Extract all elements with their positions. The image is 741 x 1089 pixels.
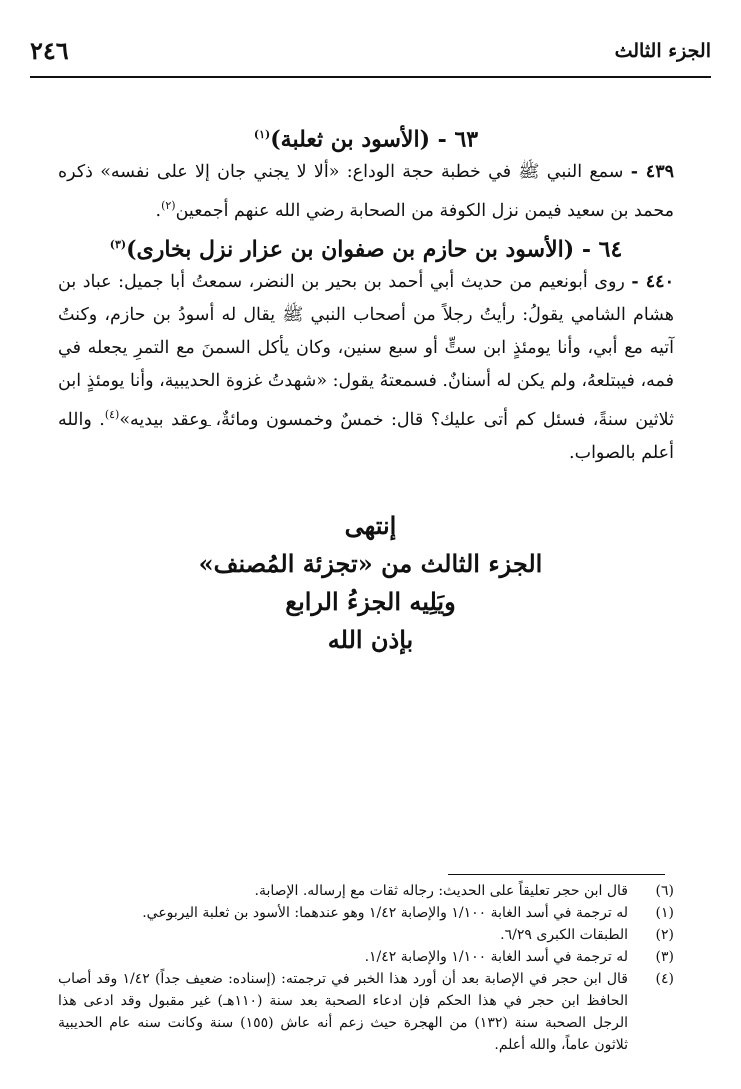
- footnote: [58, 946, 674, 968]
- running-title: الجزء الثالث: [614, 40, 711, 62]
- footnote-ref: (٣): [109, 238, 127, 252]
- footnote-text: الطبقات الكبرى ٦/٢٩.: [500, 927, 628, 943]
- paragraph-number: ٤٤٠ -: [631, 272, 674, 293]
- paragraph-text: روى أبونعيم من حديث أبي أحمد بن بحير بن النضر، سمعتُ أبا جميل: عباد بن هشام الشامي يقولُ: رأيتُ رجلاً من أصحاب النبي ﷺ يقال له أسودُ بن حازم، وكنتُ آتيه مع أبي، وأنا يومئذٍ ابن ستٍّ أو سبع سنين، وكان يأكل السمنَ مع التمرِ يجعله في فمه، فيبتلعهُ، ولم يكن له أسنانٌ. فسمعتهُ يقول: «شهدتُ غزوة الحديبية، وأنا يومئذٍ ابن ثلاثين سنةً، فسئل كم أتى عليك؟ قال: خمسٌ وخمسون ومائةٌ، وعقد بيديه»: [58, 272, 674, 431]
- ending-line: بإذن الله: [327, 625, 414, 654]
- footnote-ref: (٤): [104, 408, 120, 422]
- footnote-mark: (٢): [655, 927, 674, 943]
- footnote-ref: (١): [253, 128, 271, 141]
- footnote: [58, 968, 674, 1056]
- footnote-mark: (٣): [655, 949, 674, 965]
- main-text: [58, 118, 674, 470]
- footnote-text: قال ابن حجر في الإصابة بعد أن أورد هذا الخبر في ترجمته: (إسناده: ضعيف جداً) ١/٤٢ وقد أصاب الحافظ ابن حجر في هذا الحكم فإن ادعاء الصحبة بعد سنة (١١٠هـ) غير مقبول وقد ادعى هذا الرجل الصحبة سنة (١٣٢) من الهجرة حيث زعم أنه عاش (١٥٥) سنة وكانت سنه عام الحديبية ثلاثون عاماً، والله أعلم.: [58, 971, 628, 1053]
- entry-heading: ٦٣ - (الأسود بن ثعلبة)$^{(١)}$: [253, 126, 479, 153]
- footnote-mark: (٤): [655, 971, 674, 987]
- footnote-mark: (١): [655, 905, 674, 921]
- paragraph-number: ٤٣٩ -: [630, 162, 674, 183]
- footnote: [58, 902, 674, 924]
- hadith-paragraph: ٤٤٠ - روى أبونعيم من حديث أبي أحمد بن بحير بن النضر، سمعتُ أبا جميل: عباد بن هشام الشامي يقولُ: رأيتُ رجلاً من أصحاب النبي ﷺ يقال له أسودُ بن حازم، وكنتُ آتيه مع أبي، وأنا يومئذٍ ابن ستٍّ أو سبع سنين، وكان يأكل السمنَ مع التمرِ يجعله في فمه، فيبتلعهُ، ولم يكن له أسنانٌ. فسمعتهُ يقول: «شهدتُ غزوة الحديبية، وأنا يومئذٍ ابن ثلاثين سنةً، فسئل كم أتى عليك؟ قال: خمسٌ وخمسون ومائةٌ، وعقد بيديه»$^{(٤)}$. والله أعلم بالصواب.: [58, 272, 674, 464]
- page-header: [30, 36, 711, 70]
- paragraph-text: سمع النبي ﷺ في خطبة حجة الوداع: «ألا لا يجني جان إلا على نفسه» ذكره محمد بن سعيد فيمن نزل الكوفة من الصحابة رضي الله عنهم أجمعين: [58, 162, 674, 222]
- footnote-ref: (٢): [161, 199, 176, 213]
- entry-heading: ٦٤ - (الأسود بن حازم بن صفوان بن عزار نزل بخارى)$^{(٣)}$: [109, 236, 623, 263]
- footnote: [58, 880, 674, 902]
- volume-ending: [0, 507, 741, 659]
- ending-line: إنتهى: [344, 511, 397, 540]
- footnote-text: قال ابن حجر تعليقاً على الحديث: رجاله ثقات مع إرساله. الإصابة.: [254, 883, 628, 899]
- footnote-separator: [448, 874, 665, 875]
- ending-line: ويَلِيه الجزءُ الرابع: [285, 587, 456, 616]
- hadith-paragraph: ٤٣٩ - سمع النبي ﷺ في خطبة حجة الوداع: «ألا لا يجني جان إلا على نفسه» ذكره محمد بن سعيد فيمن نزل الكوفة من الصحابة رضي الله عنهم أجمعين$^{(٢)}$.: [58, 162, 674, 222]
- header-rule: [30, 76, 711, 78]
- small-dash: [205, 425, 211, 426]
- ending-line: الجزء الثالث من «تجزئة المُصنف»: [198, 549, 543, 578]
- footnote-mark: (٦): [655, 883, 674, 899]
- footnote-text: له ترجمة في أسد الغابة ١/١٠٠ والإصابة ١/٤٢ وهو عندهما: الأسود بن ثعلبة اليربوعي.: [142, 905, 628, 921]
- footnote-text: له ترجمة في أسد الغابة ١/١٠٠ والإصابة ١/٤٢.: [364, 949, 628, 965]
- footnotes: [58, 880, 674, 1056]
- footnote: [58, 924, 674, 946]
- page-number: ٢٤٦: [30, 36, 69, 65]
